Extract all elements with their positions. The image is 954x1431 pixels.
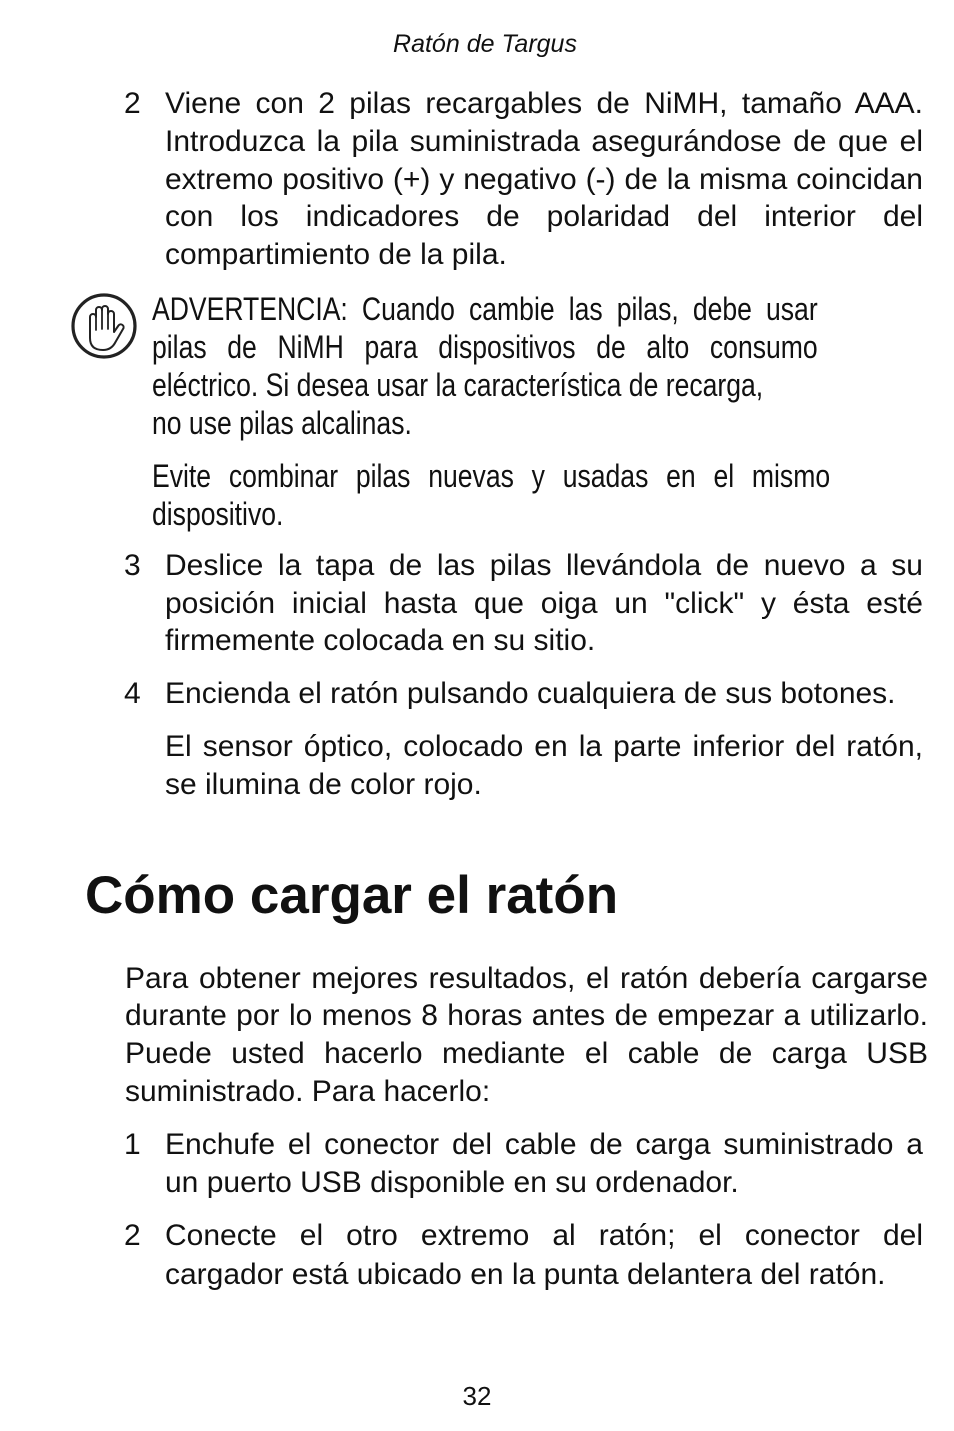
stop-hand-icon xyxy=(70,292,138,360)
step-line: Enchufe el conector del cable de carga suministrado a xyxy=(165,1128,923,1161)
step-line: un puerto USB disponible en su ordenador. xyxy=(165,1166,739,1199)
intro-line: durante por lo menos 8 horas antes de empezar a utilizarlo. xyxy=(125,999,928,1032)
page-number: 32 xyxy=(462,1381,492,1411)
warning-line: dispositivo. xyxy=(152,496,284,532)
warning-line: eléctrico. Si desea usar la característica de recarga, xyxy=(152,367,764,403)
step-number: 4 xyxy=(124,677,141,710)
step-note-line: El sensor óptico, colocado en la parte inferior del ratón, xyxy=(165,730,923,763)
warning-line: ADVERTENCIA: Cuando cambie las pilas, debe usar xyxy=(152,291,818,327)
step-number: 1 xyxy=(124,1128,141,1161)
running-title: Ratón de Targus xyxy=(393,30,577,58)
step-line: posición inicial hasta que oiga un "click" y ésta esté xyxy=(165,587,923,620)
step-line: cargador está ubicado en la punta delantera del ratón. xyxy=(165,1258,886,1291)
intro-line: suministrado. Para hacerlo: xyxy=(125,1075,491,1108)
step-number: 3 xyxy=(124,549,141,582)
step-line: extremo positivo (+) y negativo (-) de la misma coincidan xyxy=(165,163,923,196)
intro-line: Para obtener mejores resultados, el ratón debería cargarse xyxy=(125,962,928,995)
step-line: Encienda el ratón pulsando cualquiera de sus botones. xyxy=(165,677,896,710)
step-line: Introduzca la pila suministrada asegurándose de que el xyxy=(165,125,923,158)
warning-line: pilas de NiMH para dispositivos de alto consumo xyxy=(152,329,818,365)
step-number: 2 xyxy=(124,1219,141,1252)
intro-line: Puede usted hacerlo mediante el cable de carga USB xyxy=(125,1037,928,1070)
step-line: Conecte el otro extremo al ratón; el conector del xyxy=(165,1219,923,1252)
warning-line: Evite combinar pilas nuevas y usadas en el mismo xyxy=(152,458,831,494)
step-line: Viene con 2 pilas recargables de NiMH, tamaño AAA. xyxy=(165,87,923,120)
step-line: firmemente colocada en su sitio. xyxy=(165,624,596,657)
section-heading: Cómo cargar el ratón xyxy=(85,866,619,925)
warning-line: no use pilas alcalinas. xyxy=(152,405,412,441)
step-number: 2 xyxy=(124,87,141,120)
step-line: con los indicadores de polaridad del interior del xyxy=(165,200,923,233)
step-line: Deslice la tapa de las pilas llevándola de nuevo a su xyxy=(165,549,923,582)
step-note-line: se ilumina de color rojo. xyxy=(165,768,482,801)
step-line: compartimiento de la pila. xyxy=(165,238,507,271)
